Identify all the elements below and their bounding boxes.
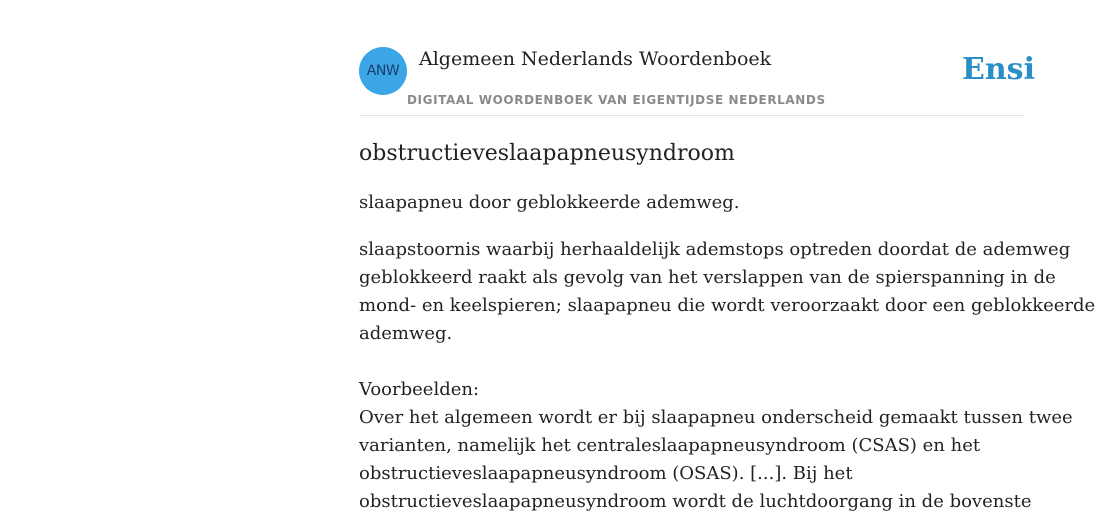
site-title[interactable]: Algemeen Nederlands Woordenboek xyxy=(419,48,772,70)
long-definition xyxy=(359,236,1095,348)
long-definition-line: mond- en keelspieren; slaapapneu die wordt veroorzaakt door een geblokkeerde xyxy=(359,295,1095,316)
example-line: obstructieveslaapapneusyndroom wordt de luchtdoorgang in de bovenste xyxy=(359,491,1032,512)
example-line: Over het algemeen wordt er bij slaapapneu onderscheid gemaakt tussen twee xyxy=(359,407,1073,428)
entry-content xyxy=(359,136,1095,516)
example-line: obstructieveslaapapneusyndroom (OSAS). [...]. Bij het xyxy=(359,463,853,484)
example-line: varianten, namelijk het centraleslaapapneusyndroom (CSAS) en het xyxy=(359,435,981,456)
long-definition-line: ademweg. xyxy=(359,323,453,344)
site-header xyxy=(359,47,1035,116)
short-definition: slaapapneu door geblokkeerde ademweg. xyxy=(359,192,740,213)
example-text xyxy=(359,404,1073,516)
long-definition-line: geblokkeerd raakt als gevolg van het verslappen van de spierspanning in de xyxy=(359,267,1056,288)
language-link[interactable]: Ensi xyxy=(962,52,1035,87)
headword: obstructieveslaapapneusyndroom xyxy=(359,141,735,166)
anw-logo[interactable]: ANW xyxy=(359,47,407,95)
examples-label: Voorbeelden: xyxy=(359,379,480,400)
site-subtitle: DIGITAAL WOORDENBOEK VAN EIGENTIJDSE NEDERLANDS xyxy=(407,93,826,107)
long-definition-line: slaapstoornis waarbij herhaaldelijk ademstops optreden doordat de ademweg xyxy=(359,239,1071,260)
